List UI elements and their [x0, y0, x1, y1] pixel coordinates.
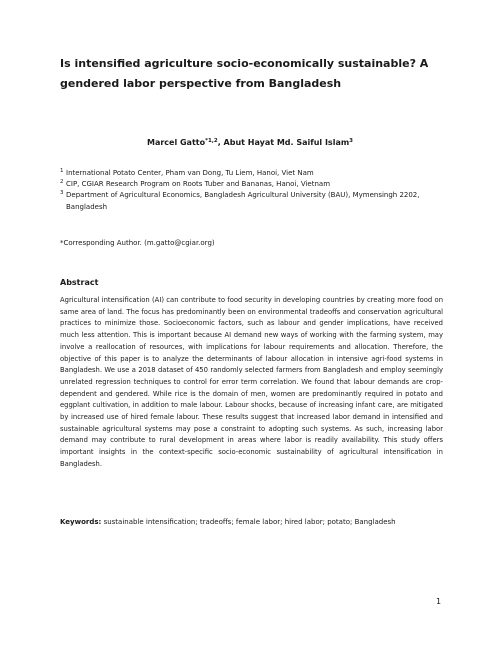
author-affiliation-marks: *1,2 [205, 138, 218, 144]
author-affiliation-marks: 3 [349, 138, 353, 144]
affiliation-item: 2 CIP, CGIAR Research Program on Roots Tuber and Bananas, Hanoi, Vietnam [60, 179, 331, 189]
affiliation-item: 3 Department of Agricultural Economics, Bangladesh Agricultural University (BAU), Mymensingh 2202, Bangladesh [60, 190, 420, 211]
abstract-body: Agricultural intensification (AI) can contribute to food security in developing countries by creating more food on same area of land. The focus has predominantly been on environmental tradeoffs and conservation agricultural practices to minimize those. Socioeconomic factors, such as labour and gender implications, have received much less attention. This is important because AI demand new ways of working with the farming system, may involve a reallocation of resources, with implications for labour requirements and allocation. Therefore, the objective of this paper is to analyze the determinants of labour allocation in intensive agri-food systems in Bangladesh. We use a 2018 dataset of 450 randomly selected farmers from Bangladesh and employ seemingly unrelated regression techniques to control for error term correlation. We found that labour demands are crop-dependent and gendered. While rice is the domain of men, women are predominantly required in potato and eggplant cultivation, in addition to male labour. Labour shocks, because of increasing infant care, are mitigated by increased use of hired female labour. These results suggest that increased labor demand in intensified and sustainable agricultural systems may pose a constraint to adopting such systems. As such, increasing labor demand may contribute to rural development in areas where labor is readily availability. This study offers important insights in the context-specific socio-economic sustainability of agricultural intensification in Bangladesh. [60, 296, 443, 468]
keywords-label: Keywords: [60, 518, 102, 526]
keywords-line [60, 517, 443, 528]
paper-title: Is intensified agriculture socio-economically sustainable? A gendered labor perspective from Bangladesh [60, 57, 429, 90]
affiliation-text: International Potato Center, Pham van Dong, Tu Liem, Hanoi, Viet Nam [66, 169, 314, 177]
affiliation-text: Department of Agricultural Economics, Bangladesh Agricultural University (BAU), Mymensingh 2202, Bangladesh [66, 191, 420, 211]
corresponding-author-note: *Corresponding Author. (m.gatto@cgiar.org) [60, 239, 215, 247]
author-name: Marcel Gatto [146, 138, 206, 147]
page-number: 1 [436, 597, 442, 606]
author-name: Abut Hayat Md. Saiful Islam [223, 138, 350, 147]
author-separator: , [217, 138, 224, 147]
affiliation-item: 1 International Potato Center, Pham van Dong, Tu Liem, Hanoi, Viet Nam [60, 168, 314, 177]
author-line [0, 137, 500, 149]
keywords-text: sustainable intensification; tradeoffs; female labor; hired labor; potato; Bangladesh [103, 518, 396, 526]
abstract-heading: Abstract [60, 278, 99, 287]
affiliation-text: CIP, CGIAR Research Program on Roots Tuber and Bananas, Hanoi, Vietnam [66, 180, 331, 189]
affiliations [60, 168, 445, 213]
